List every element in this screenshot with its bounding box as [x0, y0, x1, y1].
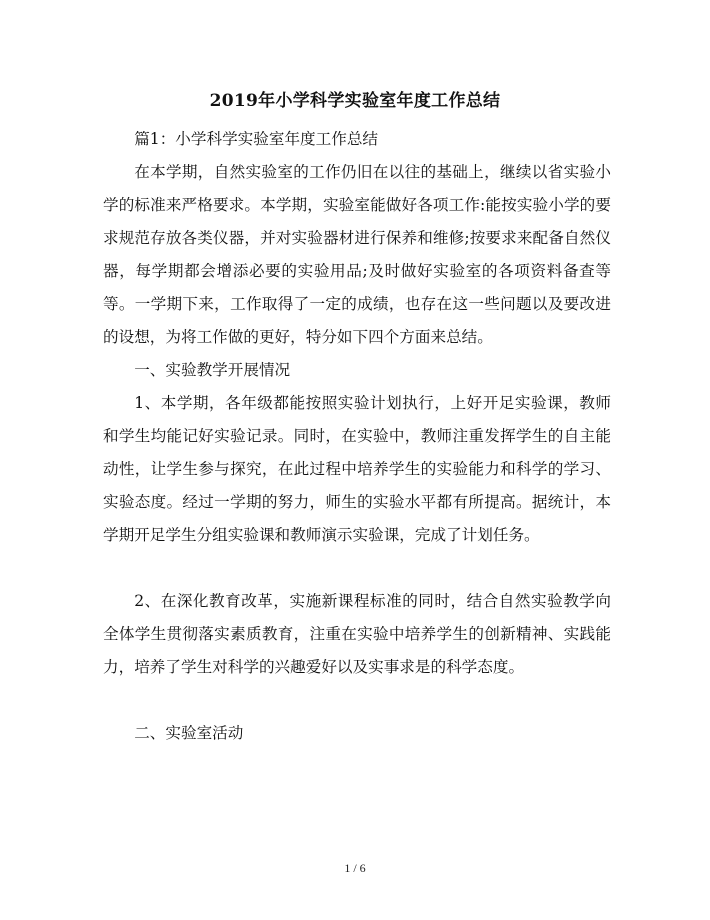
page-number: 1 / 6	[344, 861, 366, 875]
chapter-heading: 篇1：小学科学实验室年度工作总结	[134, 130, 379, 148]
section1-item1-paragraph: 1、本学期，各年级都能按照实验计划执行，上好开足实验课，教师和学生均能记好实验记录。同时，在实验中，教师注重发挥学生的自主能动性，让学生参与探究，在此过程中培养学生的实验能力和科学的学习、实验态度。经过一学期的努力，师生的实验水平都有所提高。据统计，本学期开足学生分组实验课和教师演示实验课，完成了计划任务。	[103, 394, 611, 544]
section1-heading: 一、实验教学开展情况	[134, 361, 291, 379]
section2-heading: 二、实验室活动	[134, 724, 244, 742]
intro-paragraph: 在本学期，自然实验室的工作仍旧在以往的基础上，继续以省实验小学的标准来严格要求。本学期，实验室能做好各项工作:能按实验小学的要求规范存放各类仪器，并对实验器材进行保养和维修;按要求来配备自然仪器，每学期都会增添必要的实验用品;及时做好实验室的各项资料备查等等。一学期下来，工作取得了一定的成绩，也存在这一些问题以及要改进的设想，为将工作做的更好，特分如下四个方面来总结。	[103, 163, 611, 346]
document-title: 2019年小学科学实验室年度工作总结	[209, 91, 501, 111]
section1-item2-paragraph: 2、在深化教育改革，实施新课程标准的同时，结合自然实验教学向全体学生贯彻落实素质教育，注重在实验中培养学生的创新精神、实践能力，培养了学生对科学的兴趣爱好以及实事求是的科学态度。	[103, 592, 611, 676]
document-body	[103, 123, 611, 750]
